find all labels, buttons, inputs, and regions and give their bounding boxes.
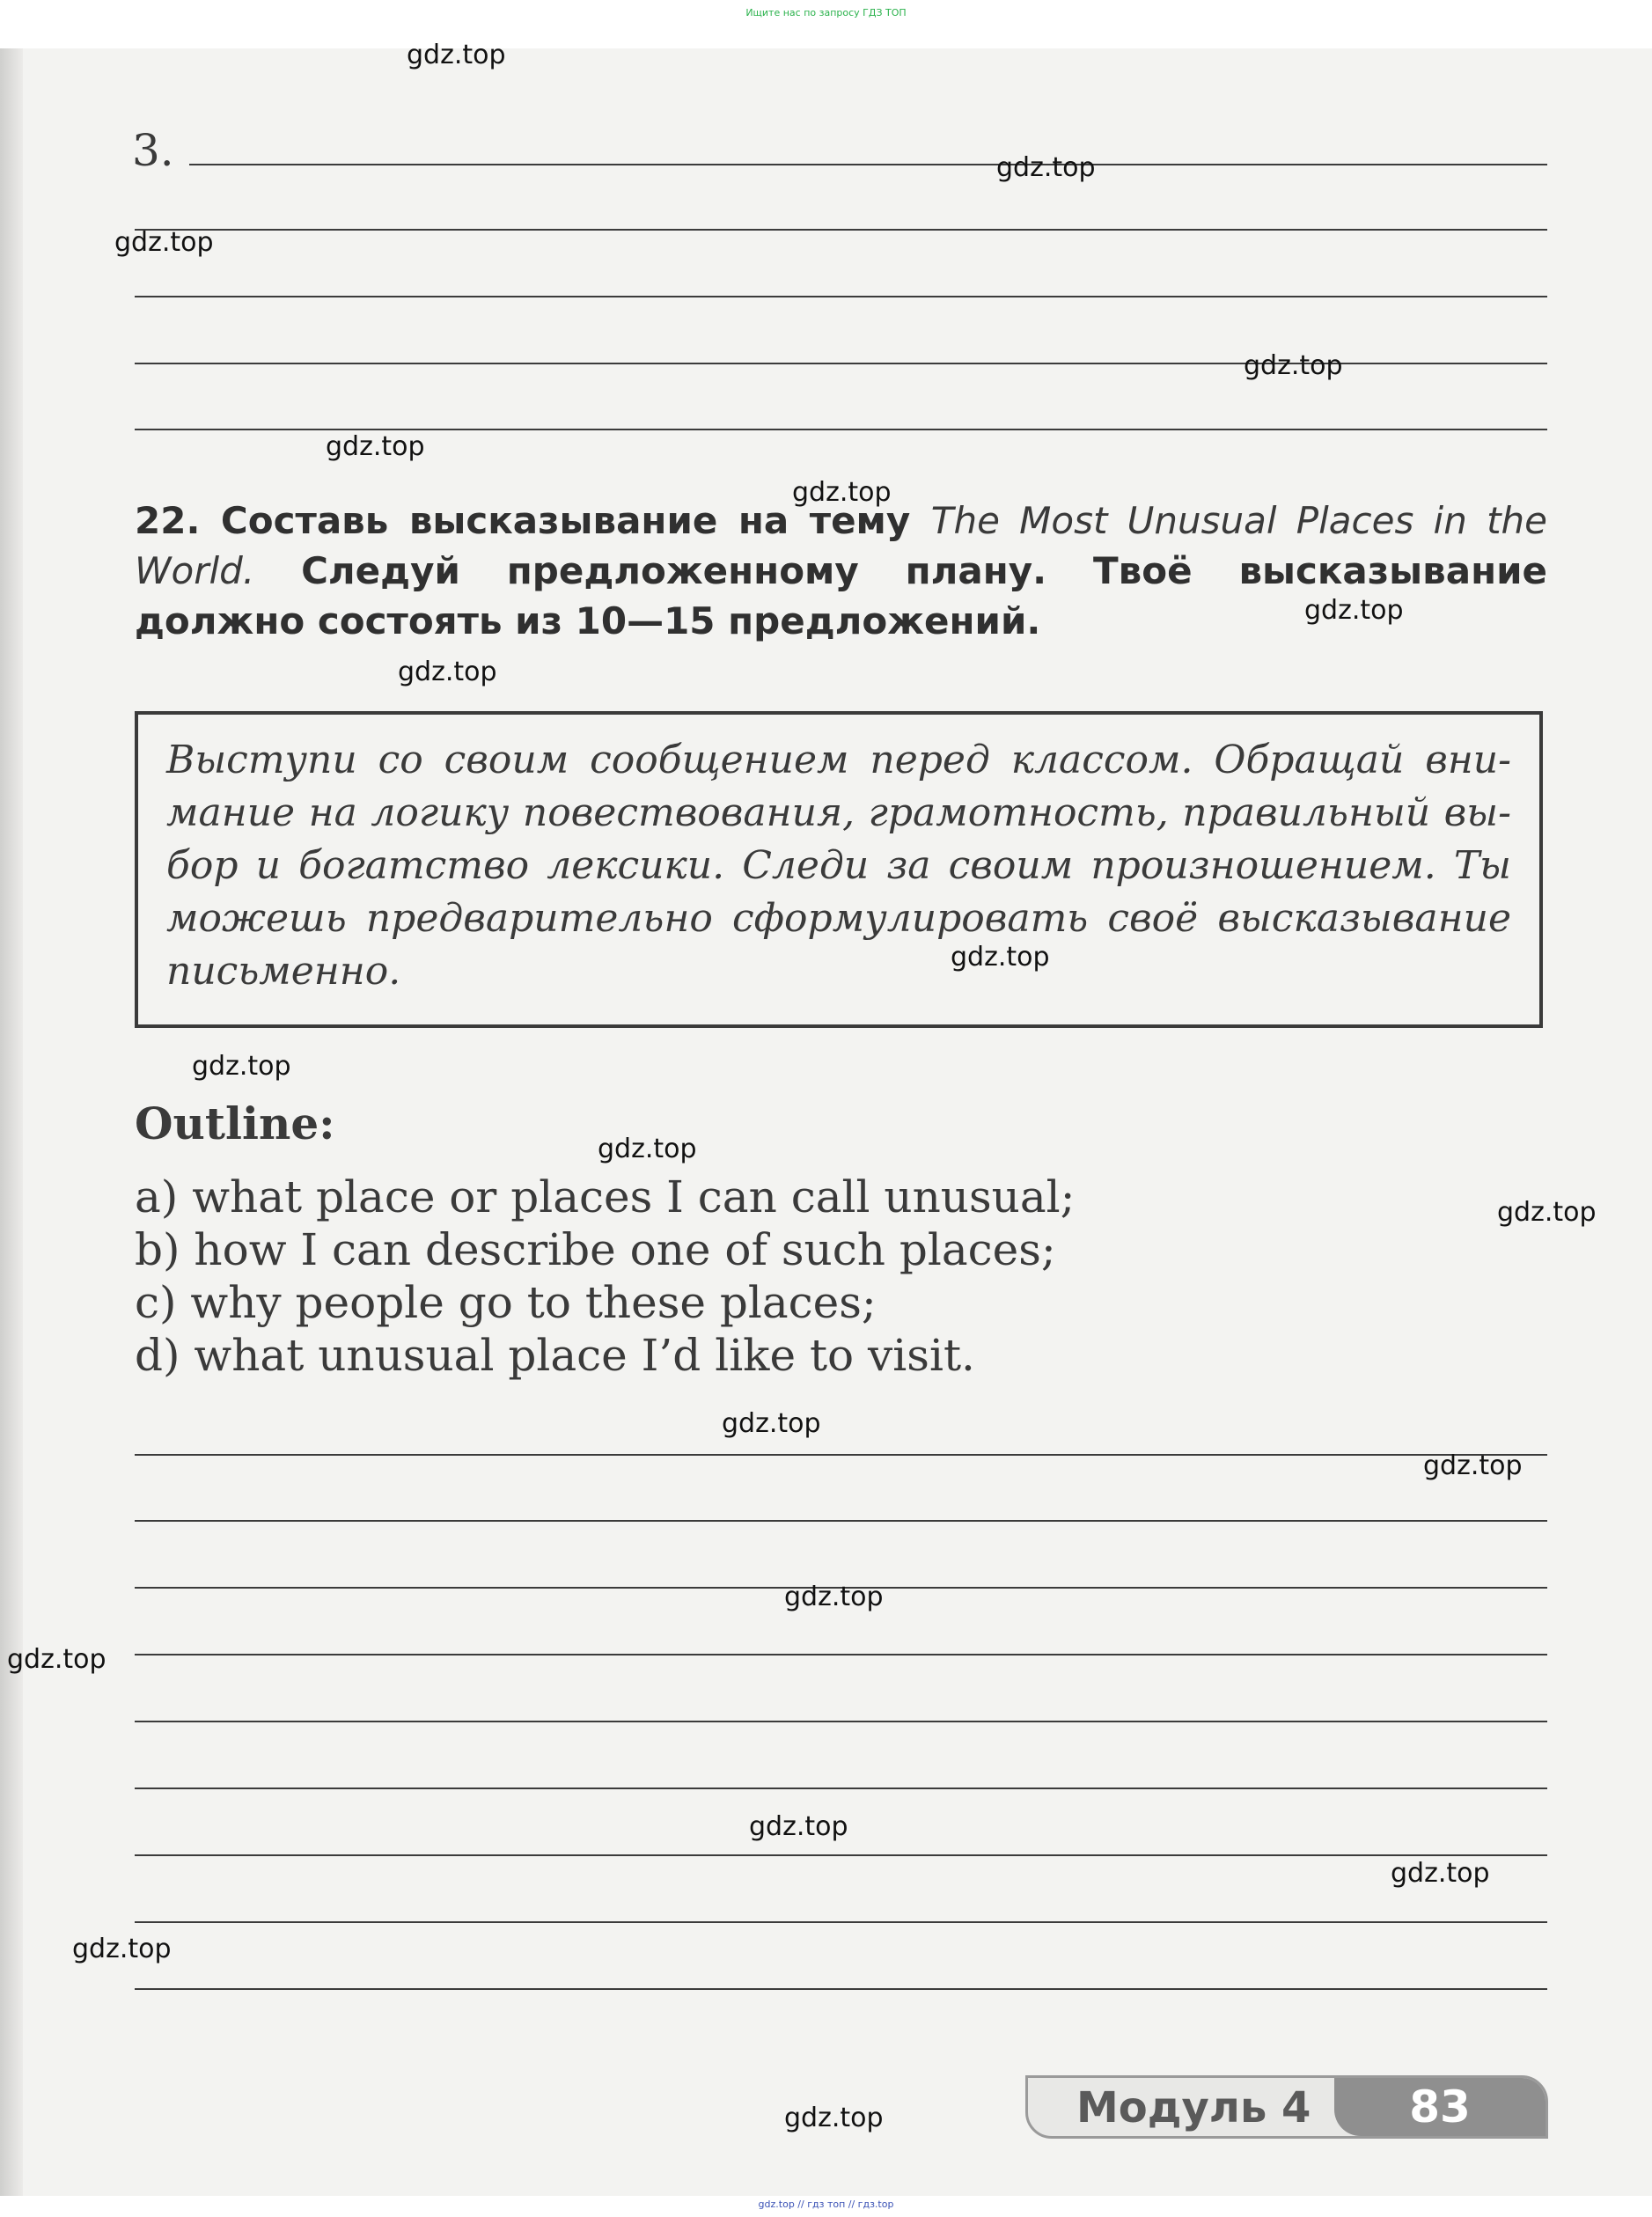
watermark: gdz.top xyxy=(792,477,892,508)
header-note: Ищите нас по запросу ГДЗ ТОП xyxy=(745,7,907,18)
watermark: gdz.top xyxy=(1423,1450,1523,1481)
answer-line[interactable] xyxy=(135,429,1547,430)
task-number: 22. xyxy=(135,499,201,542)
watermark: gdz.top xyxy=(598,1134,697,1164)
answer-line[interactable] xyxy=(135,1454,1547,1456)
answer-line[interactable] xyxy=(135,1854,1547,1856)
page-spine xyxy=(0,48,23,2196)
watermark: gdz.top xyxy=(1497,1197,1597,1228)
watermark: gdz.top xyxy=(951,942,1050,973)
footer-note: gdz.top // гдз топ // гдз.top xyxy=(758,2199,894,2210)
watermark: gdz.top xyxy=(114,227,214,258)
module-badge xyxy=(1025,2075,1548,2139)
watermark: gdz.top xyxy=(326,431,425,462)
outline-title: Outline: xyxy=(135,1097,335,1149)
answer-line[interactable] xyxy=(135,1788,1547,1789)
watermark: gdz.top xyxy=(398,657,497,687)
instruction-text: Выступи со своим сообщением перед классом. Обращай вни-мание на логику повествования, грамотность, правильный вы-бор и богатство лексики. Следи за своим произношением. Ты можешь предварительно сформулировать своё высказывание письменно. xyxy=(166,738,1511,994)
watermark: gdz.top xyxy=(407,40,506,70)
answer-line[interactable] xyxy=(135,1921,1547,1923)
watermark: gdz.top xyxy=(749,1811,848,1842)
answer-line[interactable] xyxy=(135,229,1547,231)
outline-item-b: b) how I can describe one of such places; xyxy=(135,1224,1056,1275)
page-number: 83 xyxy=(1334,2078,1546,2136)
task-lead: Составь высказывание на тему xyxy=(220,499,911,542)
outline-item-a: a) what place or places I can call unusual; xyxy=(135,1171,1076,1222)
answer-line[interactable] xyxy=(135,1654,1547,1655)
watermark: gdz.top xyxy=(784,2103,884,2133)
outline-item-d: d) what unusual place I’d like to visit. xyxy=(135,1330,975,1381)
answer-line[interactable] xyxy=(135,1721,1547,1722)
watermark: gdz.top xyxy=(784,1582,884,1612)
watermark: gdz.top xyxy=(7,1644,106,1675)
outline-list xyxy=(135,1171,1076,1382)
watermark: gdz.top xyxy=(72,1934,172,1964)
module-label: Модуль 4 xyxy=(1076,2083,1311,2133)
answer-line[interactable] xyxy=(135,296,1547,297)
task-topic: The Most Unusual Places in the World. xyxy=(135,499,1548,592)
watermark: gdz.top xyxy=(1304,595,1404,626)
answer-line[interactable] xyxy=(189,164,1547,165)
outline-item-c: c) why people go to these places; xyxy=(135,1277,877,1328)
watermark: gdz.top xyxy=(192,1051,291,1082)
watermark: gdz.top xyxy=(1244,350,1343,381)
watermark: gdz.top xyxy=(1391,1858,1490,1889)
answer-line[interactable] xyxy=(135,1520,1547,1522)
watermark: gdz.top xyxy=(996,152,1096,183)
instruction-box xyxy=(135,711,1543,1028)
answer-line[interactable] xyxy=(135,1988,1547,1990)
item-number: 3. xyxy=(132,125,174,176)
watermark: gdz.top xyxy=(722,1408,821,1439)
task-rest: Следуй предложенному плану. Твоё высказывание должно состоять из 10—15 предложений. xyxy=(135,549,1548,642)
